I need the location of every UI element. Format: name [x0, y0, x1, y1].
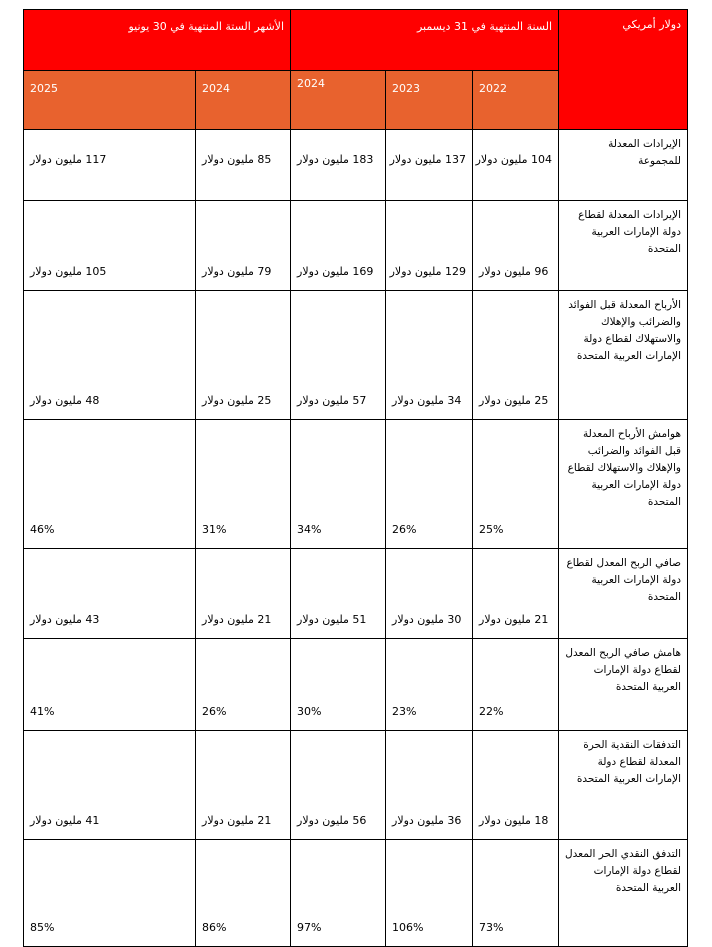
value-text: 18 مليون دولار	[479, 814, 549, 827]
row-label: الإيرادات المعدلة لقطاع دولة الإمارات العربية المتحدة	[559, 201, 688, 291]
group-header-december: السنة المنتهية في 31 ديسمبر	[291, 10, 559, 71]
value-text: 86%	[202, 921, 227, 934]
value-cell	[386, 639, 473, 731]
value-text: 22%	[479, 705, 504, 718]
value-cell	[24, 549, 196, 639]
currency-header: دولار أمريكي	[559, 10, 688, 130]
year-header: 2022	[473, 71, 559, 130]
value-cell	[386, 731, 473, 840]
value-cell	[24, 639, 196, 731]
value-text: 85 مليون دولار	[202, 152, 272, 166]
value-cell	[291, 420, 386, 549]
value-cell	[291, 639, 386, 731]
value-text: 21 مليون دولار	[202, 814, 272, 827]
value-cell	[386, 420, 473, 549]
table-row	[24, 731, 688, 840]
value-text: 34%	[297, 523, 322, 536]
value-text: 56 مليون دولار	[297, 814, 367, 827]
value-cell	[473, 840, 559, 947]
value-text: 169 مليون دولار	[297, 265, 374, 278]
row-label: هوامش الأرباح المعدلة قبل الفوائد والضرائب والإهلاك والاستهلاك لقطاع دولة الإمارات العربية المتحدة	[559, 420, 688, 549]
value-text: 105 مليون دولار	[30, 265, 107, 278]
value-text: 30%	[297, 705, 322, 718]
value-text: 34 مليون دولار	[392, 394, 462, 407]
value-cell	[386, 201, 473, 291]
row-label: التدفق النقدي الحر المعدل لقطاع دولة الإمارات العربية المتحدة	[559, 840, 688, 947]
value-cell	[196, 291, 291, 420]
value-text: 31%	[202, 523, 227, 536]
value-cell	[24, 130, 196, 201]
value-cell	[473, 201, 559, 291]
value-text: 41%	[30, 705, 55, 718]
value-text: 30 مليون دولار	[392, 613, 462, 626]
value-text: 41 مليون دولار	[30, 814, 100, 827]
row-label: صافي الربح المعدل لقطاع دولة الإمارات العربية المتحدة	[559, 549, 688, 639]
value-text: 25 مليون دولار	[202, 394, 272, 407]
value-cell	[291, 291, 386, 420]
value-cell	[196, 420, 291, 549]
value-cell	[196, 840, 291, 947]
value-cell	[24, 731, 196, 840]
table-row	[24, 130, 688, 201]
value-cell	[473, 549, 559, 639]
value-cell	[473, 731, 559, 840]
value-cell	[386, 549, 473, 639]
value-text: 117 مليون دولار	[30, 152, 107, 166]
value-text: 25%	[479, 523, 504, 536]
value-cell	[196, 549, 291, 639]
value-cell	[473, 420, 559, 549]
value-text: 104 مليون دولار	[475, 152, 553, 166]
value-cell	[291, 549, 386, 639]
value-cell	[386, 130, 473, 201]
row-label: هامش صافي الربح المعدل لقطاع دولة الإمارات العربية المتحدة	[559, 639, 688, 731]
value-text: 43 مليون دولار	[30, 613, 100, 626]
value-cell	[473, 291, 559, 420]
value-text: 21 مليون دولار	[479, 613, 549, 626]
year-header: 2024	[196, 71, 291, 130]
value-cell	[473, 639, 559, 731]
table-row	[24, 291, 688, 420]
value-text: 26%	[202, 705, 227, 718]
value-text: 79 مليون دولار	[202, 265, 272, 278]
value-cell	[196, 130, 291, 201]
table-row	[24, 639, 688, 731]
value-text: 73%	[479, 921, 504, 934]
value-cell	[196, 639, 291, 731]
value-text: 25 مليون دولار	[479, 394, 549, 407]
value-text: 96 مليون دولار	[479, 265, 549, 278]
value-text: 106%	[392, 921, 424, 934]
value-text: 129 مليون دولار	[389, 265, 467, 278]
table-row	[24, 549, 688, 639]
year-header: 2023	[386, 71, 473, 130]
row-label: الأرباح المعدلة قبل الفوائد والضرائب والإهلاك والاستهلاك لقطاع دولة الإمارات العربية المتحدة	[559, 291, 688, 420]
value-text: 51 مليون دولار	[297, 613, 367, 626]
value-cell	[291, 731, 386, 840]
row-label: التدفقات النقدية الحرة المعدلة لقطاع دولة الإمارات العربية المتحدة	[559, 731, 688, 840]
value-cell	[24, 420, 196, 549]
value-cell	[24, 291, 196, 420]
value-cell	[196, 731, 291, 840]
value-text: 183 مليون دولار	[297, 152, 374, 166]
table-row	[24, 420, 688, 549]
value-cell	[291, 840, 386, 947]
value-text: 26%	[392, 523, 417, 536]
group-header-june: الأشهر الستة المنتهية في 30 يونيو	[24, 10, 291, 71]
value-cell	[386, 291, 473, 420]
value-text: 21 مليون دولار	[202, 613, 272, 626]
value-text: 36 مليون دولار	[392, 814, 462, 827]
value-cell	[386, 840, 473, 947]
value-cell	[473, 130, 559, 201]
value-cell	[291, 201, 386, 291]
year-header: 2024	[291, 71, 386, 130]
value-cell	[24, 840, 196, 947]
year-header: 2025	[24, 71, 196, 130]
value-text: 23%	[392, 705, 417, 718]
value-text: 97%	[297, 921, 322, 934]
financial-table	[23, 9, 688, 947]
value-text: 57 مليون دولار	[297, 394, 367, 407]
value-text: 48 مليون دولار	[30, 394, 100, 407]
value-text: 137 مليون دولار	[389, 152, 467, 166]
table-row	[24, 840, 688, 947]
value-cell	[24, 201, 196, 291]
row-label: الإيرادات المعدلة للمجموعة	[559, 130, 688, 201]
value-text: 85%	[30, 921, 55, 934]
value-text: 46%	[30, 523, 55, 536]
value-cell	[196, 201, 291, 291]
value-cell	[291, 130, 386, 201]
table-row	[24, 201, 688, 291]
